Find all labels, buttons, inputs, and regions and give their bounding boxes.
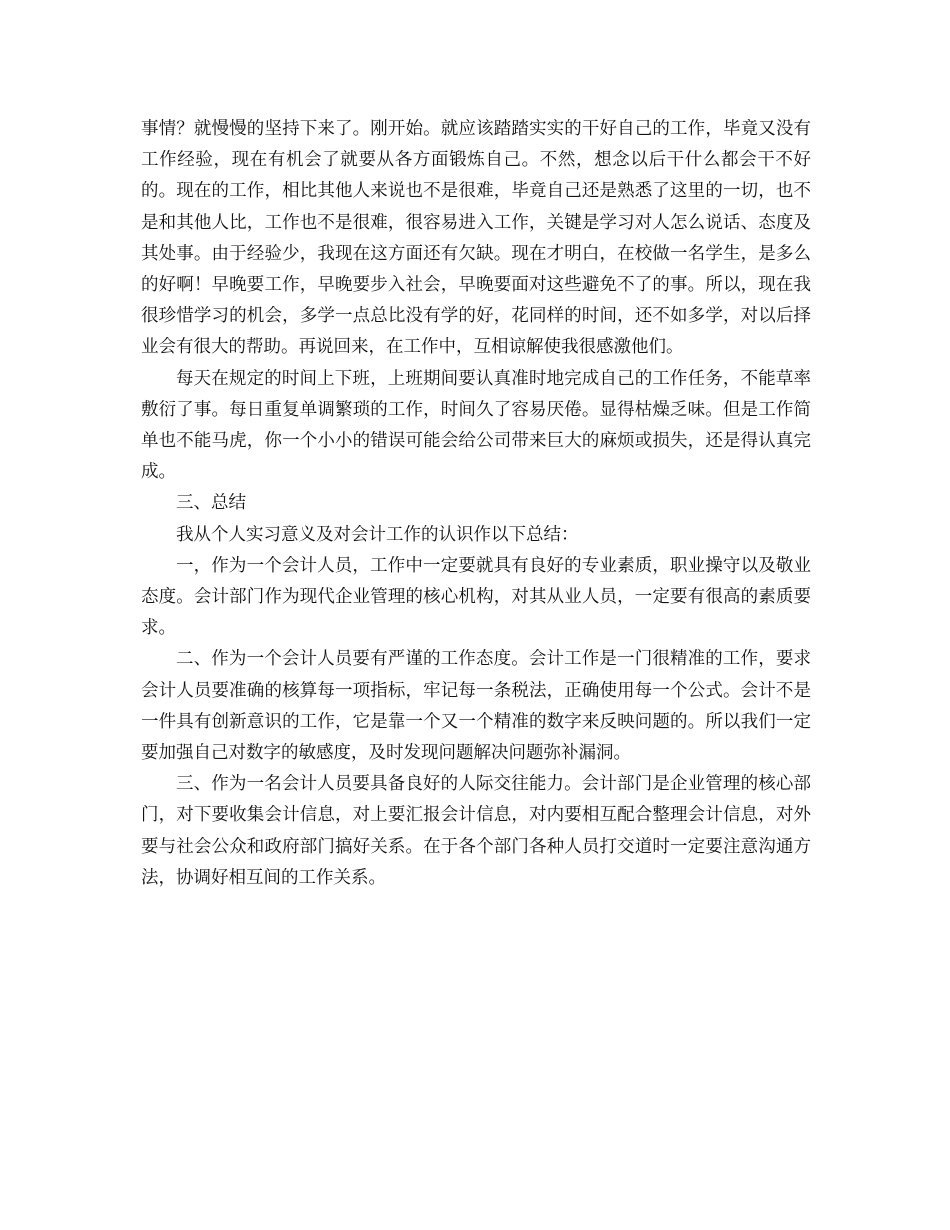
paragraph-1: 事情？就慢慢的坚持下来了。刚开始。就应该踏踏实实的干好自己的工作，毕竟又没有工作经验，现在有机会了就要从各方面锻炼自己。不然，想念以后干什么都会干不好的。现在的工作，相比其他人来说也不是很难，毕竟自己还是熟悉了这里的一切，也不是和其他人比，工作也不是很难，很容易进入工作，关键是学习对人怎么说话、态度及其处事。由于经验少，我现在这方面还有欠缺。现在才明白，在校做一名学生，是多么的好啊！早晚要工作，早晚要步入社会，早晚要面对这些避免不了的事。所以，现在我很珍惜学习的机会，多学一点总比没有学的好，花同样的时间，还不如多学，对以后择业会有很大的帮助。再说回来，在工作中，互相谅解使我很感激他们。	[141, 119, 811, 358]
paragraph-2: 每天在规定的时间上下班，上班期间要认真准时地完成自己的工作任务，不能草率敷衍了事。每日重复单调繁琐的工作，时间久了容易厌倦。显得枯燥乏味。但是工作简单也不能马虎，你一个小小的错误可能会给公司带来巨大的麻烦或损失，还是得认真完成。	[141, 368, 811, 483]
document-body	[141, 114, 811, 894]
paragraph-point-1: 一，作为一个会计人员，工作中一定要就具有良好的专业素质，职业操守以及敬业态度。会计部门作为现代企业管理的核心机构，对其从业人员，一定要有很高的素质要求。	[141, 555, 811, 639]
paragraph-summary-intro: 我从个人实习意义及对会计工作的认识作以下总结：	[176, 524, 579, 545]
paragraph-point-3: 三、作为一名会计人员要具备良好的人际交往能力。会计部门是企业管理的核心部门，对下要收集会计信息，对上要汇报会计信息，对内要相互配合整理会计信息，对外要与社会公众和政府部门搞好关系。在于各个部门各种人员打交道时一定要注意沟通方法，协调好相互间的工作关系。	[141, 774, 811, 888]
section-heading-summary: 三、总结	[176, 493, 246, 514]
paragraph-point-2: 二、作为一个会计人员要有严谨的工作态度。会计工作是一门很精准的工作，要求会计人员要准确的核算每一项指标，牢记每一条税法，正确使用每一个公式。会计不是一件具有创新意识的工作，它是靠一个又一个精准的数字来反映问题的。所以我们一定要加强自己对数字的敏感度，及时发现问题解决问题弥补漏洞。	[141, 649, 811, 764]
